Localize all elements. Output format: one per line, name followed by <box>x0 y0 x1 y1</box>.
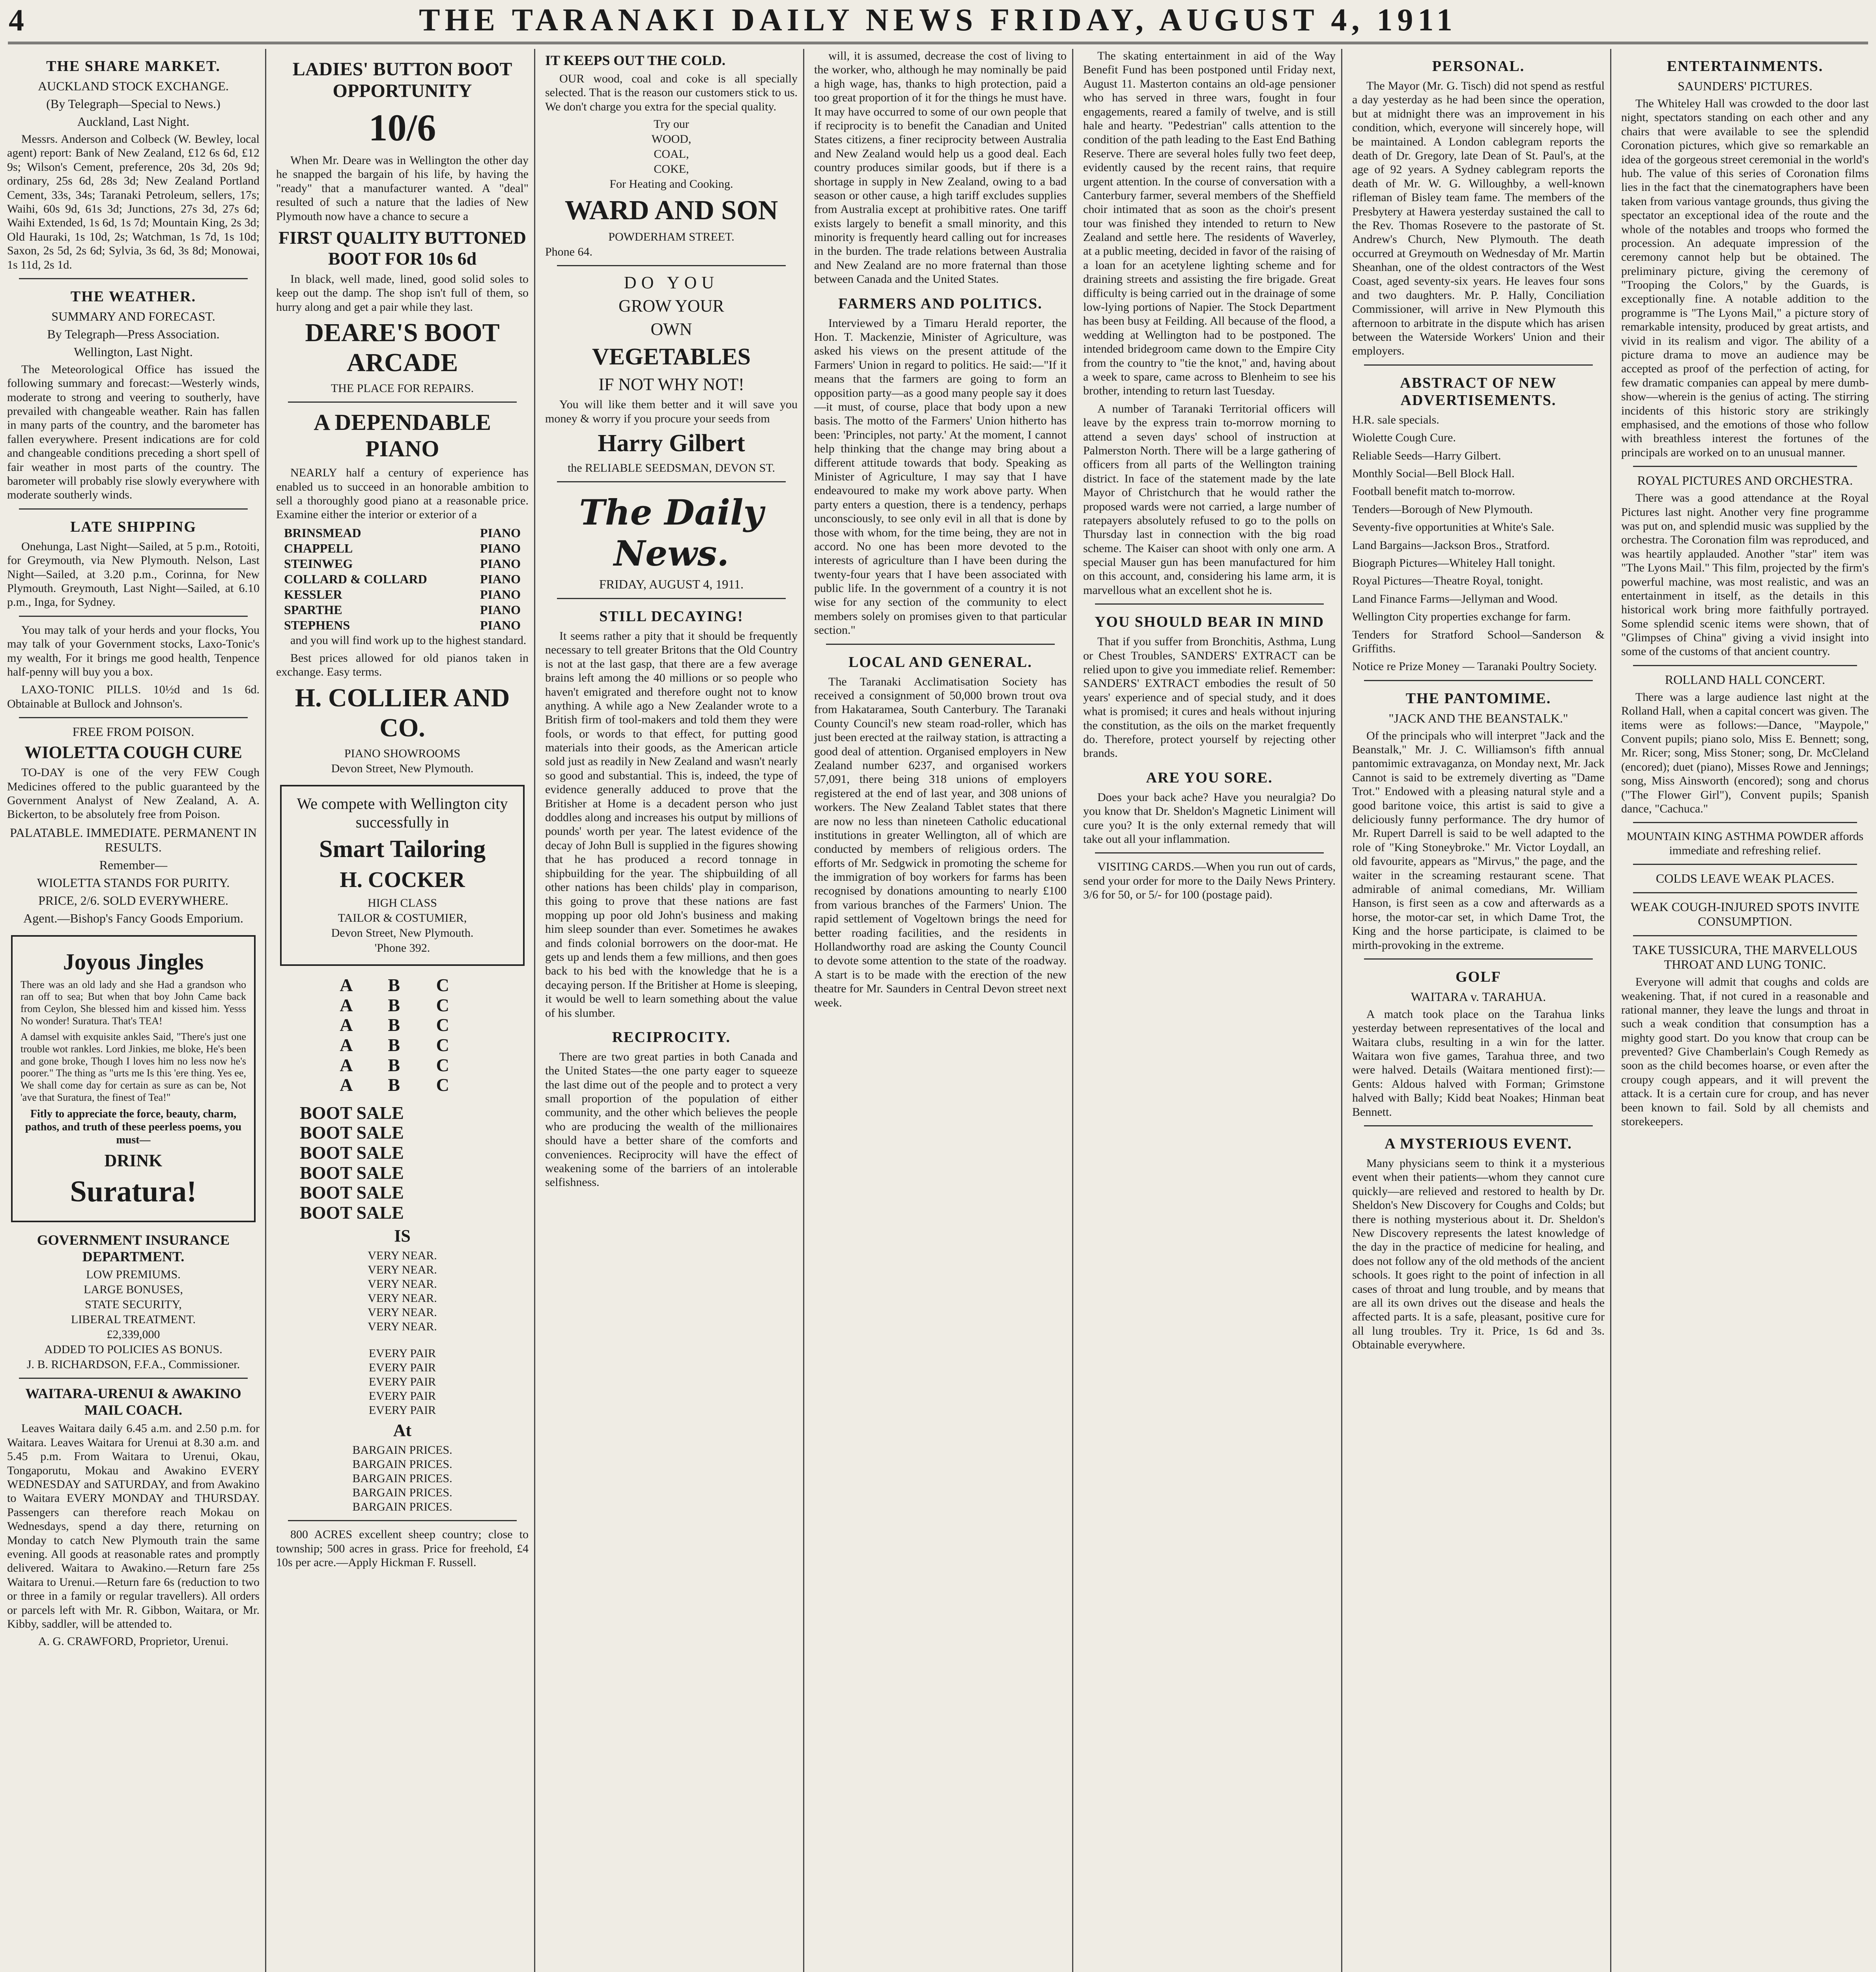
column-6 <box>1347 49 1609 1972</box>
article-text: There was a good attendance at the Royal Pictures last night. Another very fine programme was put on, and splendid music was supplied by the orchestra. The Coronation film was reproduced, and was heartily applauded. Another "star" item was "The Lyons Mail." This film, projected by the firm's powerful machine, was most realistic, and was an entertainment in itself, as the details in this historical work bring more faithfully portrayed. Some splendid scenic items were shown, that of "Glimpses of China" giving a vivid insight into some of the customs of that ancient country. <box>1621 491 1869 658</box>
divider <box>19 616 248 617</box>
list-item: STEPHENS PIANO <box>284 618 521 632</box>
divider <box>19 508 248 510</box>
advert-text: You may talk of your herds and your flocks, You may talk of your Government stocks, Laxo-Tonic's my wealth, For it brings me good health, Tenpence half-penny will buy you a box. <box>7 623 260 678</box>
advert-heading: Smart Tailoring <box>319 836 486 863</box>
list-item: CHAPPELL PIANO <box>284 541 521 555</box>
advert-text: VISITING CARDS.—When you run out of cards, send your order for more to the Daily News Printery. 3/6 for 50, or 5/- for 100 (postage paid). <box>1083 860 1336 902</box>
advert-text: and you will find work up to the highest standard. <box>290 633 527 647</box>
column-rule <box>1341 49 1342 1972</box>
column-1 <box>2 49 264 1972</box>
advert-heading: WEAK COUGH-INJURED SPOTS INVITE CONSUMPTION. <box>1630 900 1860 929</box>
divider <box>1633 466 1857 467</box>
boot-sale-block: BOOT SALE BOOT SALE BOOT SALE BOOT SALE BOOT SALE BOOT SALE <box>300 1102 404 1223</box>
editorial-heading: STILL DECAYING! <box>599 608 744 625</box>
section-heading: ENTERTAINMENTS. <box>1667 58 1824 75</box>
advert-line: STATE SECURITY, <box>85 1298 182 1311</box>
column-7 <box>1616 49 1874 1972</box>
section-heading: THE PANTOMIME. <box>1405 690 1551 707</box>
list-item: Land Finance Farms—Jellyman and Wood. <box>1352 592 1558 605</box>
advert-line: Agent.—Bishop's Fancy Goods Emporium. <box>23 911 243 925</box>
advert-heading: VEGETABLES <box>592 344 751 370</box>
advert-text: MOUNTAIN KING ASTHMA POWDER affords immediate and refreshing relief. <box>1626 830 1864 857</box>
advert-brand: WARD AND SON <box>564 195 778 226</box>
divider <box>1633 935 1857 936</box>
advert-line: DRINK <box>104 1151 163 1171</box>
article-text: It seems rather a pity that it should be frequently necessary to tell greater Britons that the Old Country is not at the last gasp, that there are a few average brains left among the 40 millions or so people who haven't emigrated and therefore ought not to know anything. A while ago a New Zealander wrote to a British firm of tool-makers and told them they were fools, or words to that effect, for putting good materials into their goods, as the American article sold just as readily in New Zealand and wasn't nearly so good and substantial. This is, indeed, the type of evidence generally adduced to prove that the Britisher at Home is a decadent person who just doddles along and increases his output by millions of pounds' worth per year. The latest evidence of the decay of John Bull is supplied in the figures showing that he has produced a record tonnage in shipbuilding for the year. The shipbuilding of all other nations has been childs' play in comparison, this going to prove that these nations are fast mopping up poor old John's business and making him sleep sounder than ever. Sometimes he awakes and finds colonial borrowers on the door-mat. He gets up and lends them a few millions, and then goes back to his bed with the knowledge that he is a decaying person. If the Britisher at Home is sleeping, it would be well to learn something about the value of his slumber. <box>545 629 798 1020</box>
advert-text: We compete with Wellington city successfully in <box>297 794 508 831</box>
list-item: KESSLER PIANO <box>284 587 521 601</box>
advert-heading: LADIES' BUTTON BOOT OPPORTUNITY <box>292 59 512 101</box>
divider <box>288 401 517 403</box>
advert-line: PRICE, 2/6. SOLD EVERYWHERE. <box>38 893 228 908</box>
divider <box>1364 1125 1593 1126</box>
dateline: Wellington, Last Night. <box>74 344 193 359</box>
article-text: A number of Taranaki Territorial officers will leave by the express train to-morrow morning to attend a seven days' school of instruction at Palmerston North. There will be a large gathering of officers from all parts of the Wellington training district. In face of the statement made by the late Mayor of Christchurch that he would rather the proposed wards were not carried, a large number of ratepayers absolutely refused to go to the polls on Thursday last in connection with the big road scheme. The Kaiser can shoot with only one arm. A special Mauser gun has been manufactured for him on this account, and, considering his lame arm, it is marvellous what an excellent shot he is. <box>1083 402 1336 597</box>
divider <box>19 1378 248 1379</box>
column-rule <box>1610 49 1611 1972</box>
advert-text: LAXO-TONIC PILLS. 10½d and 1s 6d. Obtainable at Bullock and Johnson's. <box>7 683 260 710</box>
divider <box>1633 665 1857 666</box>
advert-text: Fitly to appreciate the force, beauty, charm, pathos, and truth of these peerless poems, you must— <box>25 1108 242 1147</box>
article-text: The Meteorological Office has issued the following summary and forecast:—Westerly winds, moderate to strong and veering to southerly, have prevailed with changeable weather. Rain has fallen in many parts of the country, and the barometer has fallen everywhere. Present indications are for cold and changeable conditions preceding a short spell of fair weather in most parts of the country. The barometer will probably rise slowly everywhere with moderate southerly winds. <box>7 362 260 502</box>
advert-line: IS <box>394 1226 411 1246</box>
advert-text: In black, well made, lined, good solid soles to keep out the damp. The shop isn't full of them, so hurry along and get a pair while they last. <box>276 272 529 314</box>
divider <box>557 481 786 482</box>
article-text: The skating entertainment in aid of the Way Benefit Fund has been postponed until Friday next, August 11. Masterton contains an old-age pensioner who has served in three wars, fought in four engagements, reared a family of twelve, and is still hale and hearty. "Pedestrian" calls attention to the condition of the path leading to the East End Bathing Reserve. There are several holes fully two feet deep, evidently caused by the recent rains, that require urgent attention. In the course of conversation with a Canterbury farmer, several members of the Sheffield choir intimated that as soon as the choir's present tour was finished they intended to return to New Zealand and settle here. The residents of Waverley, at a public meeting, decided in favor of the raising of a loan for an acetylene lighting scheme and for draining streets and assisting the fire brigade. Great difficulty is being carried out in the drainage of some low-lying portions of Napier. The Stock Department has been busy at Feilding. All because of the flood, a wedding at Wellington had to be postponed. The intended bridegroom came down to the Empire City from the country to "tie the knot," and, having about a week to spare, came across to Blenheim to see his brother, intending to return last Tuesday. <box>1083 49 1336 398</box>
divider <box>1633 892 1857 893</box>
article-text: The Mayor (Mr. G. Tisch) did not spend as restful a day yesterday as he had been since the operation, but at midnight there was an improvement in his condition, which, everyone will sincerely hope, will be maintained. A London cablegram reports the death of Dr. Gregory, late Dean of St. Paul's, at the age of 92 years. A Sydney cablegram reports the death of Mr. W. G. Willoughby, a well-known rifleman of Bisley team fame. The members of the Presbytery at Hawera yesterday sustained the call to the Rev. Thomas Rosevere to the pastorate of St. Andrew's Church, New Plymouth. The death occurred at Greymouth on Wednesday of Mr. Martin Sheanhan, one of the oldest contractors of the West Coast, aged seventy-six years. He leaves four sons and two daughters. Mr. P. Hally, Conciliation Commissioner, will arrive in New Plymouth this afternoon to arbitrate in the dispute which has arisen between the Waterside Workers' Union and their employers. <box>1352 79 1605 358</box>
sub-heading: "JACK AND THE BEANSTALK." <box>1388 711 1568 725</box>
list-item: Reliable Seeds—Harry Gilbert. <box>1352 449 1501 462</box>
advert-brand: Harry Gilbert <box>598 430 745 457</box>
article-text: There was a large audience last night at the Rolland Hall, when a capital concert was given. The items were as follows:—Dance, "Maypole," Convent pupils; piano solo, Miss E. Bennett; song, Mr. Ricer; song, Miss Stoner; song, Dr. McCleland (encored); duet (piano), Misses Rowe and Jennings; song, Miss Ainsworth (encored); song and chorus ("The Flower Girl"), Convent pupils; Spanish dance, "Cachuca." <box>1621 690 1869 815</box>
newspaper-title: THE TARANAKI DAILY NEWS FRIDAY, AUGUST 4, 1911 <box>419 3 1457 37</box>
advert-text: A damsel with exquisite ankles Said, "There's just one trouble wot rankles. Lord Jinkies, me bloke, He's been and gone broke, Though I loves him no less now he's poorer." The thing as "urts me Is this 'ere thing. Yes ee, We shall come day for certain as sure as can be, Not 'ave that Suratura, the finest of Tea!" <box>21 1031 246 1103</box>
advert-heading: WIOLETTA COUGH CURE <box>24 743 242 762</box>
list-item: Notice re Prize Money — Taranaki Poultry Society. <box>1352 660 1597 673</box>
masthead-rule <box>8 42 1868 44</box>
section-heading: LOCAL AND GENERAL. <box>848 654 1032 670</box>
advert-brand: DEARE'S BOOT ARCADE <box>305 318 500 377</box>
advert-line: 'Phone 392. <box>374 941 430 955</box>
column-4 <box>809 49 1071 1972</box>
dateline: Auckland, Last Night. <box>77 114 190 129</box>
advert-line: WIOLETTA STANDS FOR PURITY. <box>37 875 230 890</box>
article-text: Of the principals who will interpret "Jack and the Beanstalk," Mr. J. C. Williamson's fifth annual pantomimic extravaganza, on Monday next, Mr. Jack Cannot is said to be extremely diverting as "Dame Trot." Endowed with a pleasing natural style and a good baritone voice, this artist is said to give a deliciously funny performance. The dry humor of Mr. Rupert Darrell is said to be well adapted to the role of "King Stoneybroke." Mr. Victor Loydall, an old favourite, appears as "Mirvus," the page, and the waiter in the screaming restaurant scene. That admirable of animal comedians, Mr. William Hanson, is first seen as a cow and afterwards as a horse, the motor-car set, in which Dame Trot, the King and the horse participate, is claimed to be mirth-provoking in the extreme. <box>1352 729 1605 952</box>
advert-price: 10/6 <box>368 106 436 149</box>
advert-line: LIBERAL TREATMENT. <box>71 1313 196 1326</box>
advert-line: J. B. RICHARDSON, F.F.A., Commissioner. <box>26 1358 240 1371</box>
advert-brand: H. COCKER <box>340 868 465 893</box>
divider <box>1364 364 1593 366</box>
advert-heading: FREE FROM POISON. <box>72 725 194 739</box>
advert-line: THE PLACE FOR REPAIRS. <box>331 382 474 395</box>
advert-list <box>1352 413 1605 674</box>
sub-heading: ROLLAND HALL CONCERT. <box>1665 672 1826 687</box>
divider <box>1633 822 1857 823</box>
divider <box>1364 958 1593 960</box>
column-rule <box>803 49 804 1972</box>
abc-block: A B C A B C A B C A B C A B C A B C <box>340 975 465 1095</box>
advert-line: Devon Street, New Plymouth. <box>331 762 474 775</box>
section-heading: GOLF <box>1456 968 1501 985</box>
list-item: Royal Pictures—Theatre Royal, tonight. <box>1352 574 1543 588</box>
article-text: The Whiteley Hall was crowded to the door last night, spectators standing on each other and any chairs that were available to see the splendid Coronation pictures, which give so remarkable an idea of the gorgeous street ceremonial in the world's hub. The value of this series of Coronation films lies in the fact that the cinematographers have been taken from various vantage grounds, thus giving the spectator an exceptional idea of the route and the whole of the notables and troops who formed the procession. An adequate impression of the ceremony cannot help but be obtained. The preliminary picture, giving the ceremony of "Trooping the Colors," by the Guards, is exceptionally fine. A notable addition to the programme is "The Lyons Mail," a picture story of remarkable intensity, produced by great artists, and vivid in its realism and vigor. The ability of a picture drama to move an audience may be accepted as proof of the perfection of acting, for few dramatic companies can appeal by mere dumb-show—wherein is the genius of acting. The stirring incidents of this historic story are strikingly emphasised, and the emotions of those who follow with breathless interest the fortunes of the principals are worked on to an unusual manner. <box>1621 97 1869 459</box>
sub-heading: SUMMARY AND FORECAST. <box>51 309 215 323</box>
column-3: IT KEEPS OUT THE COLD. OUR wood, coal and coke is all specially selected. That is the reason our customers stick to us. We don't charge you extra for the special quality. Try our WOOD, COAL, COKE, For Heating and Cooking. WARD AND SON POWDERHAM STREET. Phone 64. DO YOU GROW YOUR OWN VEGETABLES IF NOT WHY NOT! You will like them better and it will save you money & worry if you procure your seeds from Harry Gilbert the RELIABLE SEEDSMAN, DEVON ST. The Daily News. FRIDAY, AUGUST 4, 1911. STILL DECAYING! It seems rather a pity that it should be frequently necessary to tell greater Britons that the Old Country is not at the last gasp, that there are a few average brains left among the 40 millions or so people who haven't emigrated and therefore ought not to know anything. A while ago a New Zealander wrote to a British firm of tool-makers and told them they were fools, or words to that effect, for putting good materials into their goods, as the American article sold just as readily in New Zealand and wasn't nearly so good and substantial. This is, indeed, the type of evidence generally adduced to prove that the Britisher at Home is a decadent person who just doddles along and increases his output by millions of pounds' worth per year. The latest evidence of the decay of John Bull is supplied in the figures showing that he has produced a record tonnage in shipbuilding for the year. The shipbuilding of all other nations has been childs' play in comparison, this going to prove that these nations are fast mopping up poor old John's business and making him sleep sounder than ever. Sometimes he awakes and finds colonial borrowers on the door-mat. He gets up and lends them a few millions, and then goes back to his bed with the knowledge that he is a decaying person. If the Britisher at Home is sleeping, it would be well to learn something about the value of his slumber. RECIPROCITY. There are two great parties in both Canada and the United States—the one party eager to squeeze the last dime out of the people and to protect a very small proportion of the population of either community, and the other which believes the people who are producing the wealth of the millionaires should have a better share of the comforts and conveniences. Reciprocity will have the effect of weakening some of the barriers of an intolerable selfishness. <box>545 52 798 1189</box>
advert-text: Many physicians seem to think it a mysterious event when their patients—whom they cannot cure quickly—are relieved and restored to health by Dr. Sheldon's New Discovery for Coughs and Colds; but there is nothing mysterious about it. Dr. Sheldon's New Discovery represents the latest knowledge of the day in the practice of medicine for healing, and does not follow any of the old methods of the ancient schools. It goes right to the point of infection in all cases of throat and lung trouble, and by means that are all its own drives out the disease and heals the affected parts. It is a safe, pleasant, positive cure for all lung troubles. Try it. Price, 1s 6d and 3s. Obtainable everywhere. <box>1352 1157 1605 1352</box>
section-heading: FARMERS AND POLITICS. <box>838 295 1043 312</box>
advert-brand: Suratura! <box>70 1175 197 1208</box>
divider <box>1095 603 1324 605</box>
list-item: Wellington City properties exchange for farm. <box>1352 610 1571 624</box>
sub-heading: WAITARA v. TARAHUA. <box>1411 989 1546 1004</box>
advert-text: TO-DAY is one of the very FEW Cough Medicines offered to the public guaranteed by the Government Analyst of New Zealand, A. A. Bickerton, to be absolutely free from Poison. <box>7 766 260 821</box>
list-item: Biograph Pictures—Whiteley Hall tonight. <box>1352 556 1555 570</box>
dateline: (By Telegraph—Special to News.) <box>46 97 220 111</box>
advert-line: TAILOR & COSTUMIER, <box>338 911 467 925</box>
divider <box>826 644 1055 645</box>
advert-text: When Mr. Deare was in Wellington the other day he snapped the bargain of his life, by having the "ready" that a manufacturer wanted. A "deal" resulted of such a nature that the ladies of New Plymouth now have a chance to secure a <box>276 154 529 223</box>
advert-heading: YOU SHOULD BEAR IN MIND <box>1094 614 1325 631</box>
list-item: Tenders—Borough of New Plymouth. <box>1352 502 1533 516</box>
sub-heading: SAUNDERS' PICTURES. <box>1678 79 1812 93</box>
advert-heading: A DEPENDABLE PIANO <box>314 409 491 462</box>
editorial-heading: RECIPROCITY. <box>612 1029 731 1046</box>
list-item: Monthly Social—Bell Block Hall. <box>1352 467 1515 480</box>
advert-heading: COLDS LEAVE WEAK PLACES. <box>1656 871 1835 886</box>
advert-text: Best prices allowed for old pianos taken in exchange. Easy terms. <box>276 652 529 679</box>
masthead <box>0 0 1876 43</box>
advert-heading: ARE YOU SORE. <box>1146 769 1273 786</box>
article-text: will, it is assumed, decrease the cost of living to the worker, who, although he may nominally be paid a high wage, has, thanks to high protection, paid a too great proportion of it for the things he must have. It may have occurred to some of our own people that if reciprocity is to benefit the Canadian and United States citizens, a finer reciprocity between Australia and New Zealand would help us a good deal. Each country produces similar goods, but if there is a shortage in supply in New Zealand, owing to a bad season or other cause, a high tariff excludes supplies from Australia except at prohibitive rates. One tariff exists largely to benefit a small minority, and this minority is frequently heard calling out for increases in the burden. The trade relations between Australia and New Zealand are no more fraternal than those between Canada and the United States. <box>814 49 1067 286</box>
list-item: BRINSMEAD PIANO <box>284 525 521 540</box>
page-number: 4 <box>9 3 24 37</box>
section-heading: PERSONAL. <box>1432 58 1525 75</box>
list-item: Tenders for Stratford School—Sanderson & Griffiths. <box>1352 628 1605 655</box>
column-5 <box>1078 49 1340 1972</box>
advert-heading: TAKE TUSSICURA, THE MARVELLOUS THROAT AND LUNG TONIC. <box>1633 943 1857 972</box>
section-heading: THE WEATHER. <box>70 288 196 305</box>
advert-heading: Joyous Jingles <box>63 949 204 975</box>
list-item: Wiolette Cough Cure. <box>1352 431 1456 444</box>
advert-line: Devon Street, New Plymouth. <box>331 926 474 940</box>
article-text: Messrs. Anderson and Colbeck (W. Bewley, local agent) report: Bank of New Zealand, £12 6s 6d, £12 9s; Wilson's Cement, preference, 20s 3d, 20s 9d; ordinary, 25s 6d, 28s 3d; New Zealand Portland Cement, 33s, 34s; Taranaki Petroleum, sellers, 17s; Waihi, 60s 9d, 61s 3d; Junctions, 27s 3d, 27s 6d; Waihi Extended, 1s 6d, 1s 7d; Mountain King, 2s 3d; Old Hauraki, 1s 10d, 2s; Watchman, 1s 7d, 1s 10d; Saxon, 2s 5d, 2s 6d; Sylvia, 3s 6d, 3s 8d; Monowai, 1s 11d, 2s 1d. <box>7 133 260 271</box>
advert-brand: H. COLLIER AND CO. <box>295 683 510 742</box>
advert-line: LOW PREMIUMS. <box>86 1268 181 1281</box>
dateline: By Telegraph—Press Association. <box>47 327 220 341</box>
list-item: Land Bargains—Jackson Bros., Stratford. <box>1352 538 1550 552</box>
article-text: A match took place on the Tarahua links yesterday between representatives of the local and Waitara clubs, resulting in a win for the latter. Waitara won five games, Tarahua three, and two were halved. Details (Waitara mentioned first):—Gents: Aldous halved with Forman; Grimstone halved with Bally; Kidd beat Noakes; Hinman beat Bennett. <box>1352 1007 1605 1119</box>
sub-heading: ROYAL PICTURES AND ORCHESTRA. <box>1637 473 1853 488</box>
article-text: The Taranaki Acclimatisation Society has received a consignment of 50,000 brown trout ova from Hakataramea, South Canterbury. The Taranaki County Council's new steam road-roller, which has just been erected at the railway station, is attracting a good deal of attention. Organised employers in New Zealand number 6237, and organised workers 57,091, there being 318 unions of employers registered at the end of last year, and 308 unions of workers. The New Zealand Tablet states that there are now no less than nineteen Catholic educational institutions in greater Wellington, all of which are conducted by members of religious orders. The efforts of Mr. Sedgwick in promoting the scheme for the immigration of boy workers for farms has been recognised by donations amounting to nearly £100 from various branches of the Farmers' Union. The rapid settlement of Vogeltown brings the need for better roading facilities, and the residents in Hollandworthy road are asking the County Council to devote some attention to the state of the roadway. A start is to be made with the erection of the new theatre for Mr. Saunders in Central Devon street next week. <box>814 675 1067 1009</box>
divider <box>557 598 786 599</box>
divider <box>19 278 248 279</box>
advert-line: PALATABLE. IMMEDIATE. PERMANENT IN RESULTS. <box>10 825 257 854</box>
suratura-advert <box>11 935 256 1223</box>
column-rule <box>265 49 266 1972</box>
advert-line: PIANO SHOWROOMS <box>344 747 461 760</box>
divider <box>288 1520 517 1521</box>
column-rule <box>1072 49 1073 1972</box>
advert-text: That if you suffer from Bronchitis, Asthma, Lung or Chest Troubles, SANDERS' EXTRACT can be relied upon to give you immediate relief. Remember: SANDERS' EXTRACT embodies the result of 50 years' experience and of special study, and it does what is promised; it cures and heals without injuring the constitution, as the oils on the market frequently do. Therefore, protect yourself by rejecting other brands. <box>1083 635 1336 760</box>
section-heading: ABSTRACT OF NEW ADVERTISEMENTS. <box>1400 374 1557 409</box>
advert-text: Everyone will admit that coughs and colds are weakening. That, if not cured in a reasonable and rational manner, they leave the lungs and throat in such a weak condition that consumption has a mighty good start. Do you know that croup can be prevented? Give Chamberlain's Cough Remedy as soon as the child becomes hoarse, or even after the croupy cough appears, and it will prevent the attack. It is a certain cure for croup, and has never been known to fail. Sold by all chemists and storekeepers. <box>1621 975 1869 1128</box>
list-item: Seventy-five opportunities at White's Sale. <box>1352 521 1555 534</box>
advert-text: You will like them better and it will save you money & worry if you procure your seeds from <box>545 398 798 425</box>
newspaper-nameplate: The Daily News. <box>579 491 764 574</box>
advert-text: OUR wood, coal and coke is all specially selected. That is the reason our customers stick to us. We don't charge you extra for the special quality. <box>545 72 798 113</box>
cocker-advert <box>280 785 525 966</box>
advert-heading: FIRST QUALITY BUTTONED BOOT FOR 10s 6d <box>278 227 526 269</box>
divider <box>1095 852 1324 853</box>
article-text: Onehunga, Last Night—Sailed, at 5 p.m., Rotoiti, for Greymouth, via New Plymouth. Nelson, Last Night—Sailed, at 3.20 p.m., Corinna, for New Plymouth. Greymouth, Last Night—Sailed, at 6.10 p.m., Inga, for Sydney. <box>7 540 260 609</box>
advert-line: LARGE BONUSES, <box>84 1283 183 1296</box>
list-item: H.R. sale specials. <box>1352 413 1439 426</box>
piano-list <box>276 526 529 633</box>
column-rule <box>534 49 535 1972</box>
divider <box>19 717 248 718</box>
advert-line: ADDED TO POLICIES AS BONUS. <box>44 1343 222 1356</box>
divider <box>1364 680 1593 681</box>
advert-text: There was an old lady and she Had a grandson who ran off to sea; But when that boy John Came back from Ceylon, She blessed him and kissed him. Yesss No wonder! Suratura. That's TEA! <box>21 979 246 1027</box>
list-item: COLLARD & COLLARD PIANO <box>284 571 521 586</box>
advert-heading: GOVERNMENT INSURANCE DEPARTMENT. <box>37 1232 230 1265</box>
list-item: STEINWEG PIANO <box>284 556 521 571</box>
advert-text: NEARLY half a century of experience has enabled us to succeed in an honorable ambition to sell a thoroughly good piano at a reasonable price. Examine either the interior or exterior of a <box>276 466 529 521</box>
article-text: Interviewed by a Timaru Herald reporter, the Hon. T. Mackenzie, Minister of Agriculture, was asked his views on the present attitude of the Farmers' Union in regard to politics. He said:—"If it means that the farmers are going to form an opposition party—as a good many people say it does—it must, of course, place that body upon a new basis. The motto of the Farmers' Union hitherto has been: 'Principles, not party.' At the moment, I cannot help thinking that the change may bring about a different attitude towards that body. Speaking as Minister of Agriculture, I may say that I have endeavoured to make my work above party. When party enters a question, there is a tendency, perhaps unconsciously, to see only evil in all that is done by those with whom, for the time being, they are not in accord. No one has been more devoted to the interests of agriculture than I have been during the twenty-four years that I have been associated with public life. In the government of a country it is not wise for any section of the community to elect members solely on promises given to that particular section." <box>814 316 1067 637</box>
dateline: FRIDAY, AUGUST 4, 1911. <box>599 577 744 591</box>
sub-heading: AUCKLAND STOCK EXCHANGE. <box>38 79 229 93</box>
advert-line: HIGH CLASS <box>368 896 437 910</box>
article-text: There are two great parties in both Canada and the United States—the one party eager to squeeze the last dime out of the people and to protect a very small proportion of the population of either community, and the other which believes the people who are producing the wealth of the millionaires should have a better share of the comforts and conveniences. Reciprocity will have the effect of weakening some of the barriers of an intolerable selfishness. <box>545 1050 798 1189</box>
advert-heading: A MYSTERIOUS EVENT. <box>1385 1135 1572 1152</box>
advert-line: Remember— <box>99 857 168 872</box>
advert-text: 800 ACRES excellent sheep country; close to township; 500 acres in grass. Price for freehold, £4 10s per acre.—Apply Hickman F. Russell. <box>276 1528 529 1569</box>
advert-text: Does your back ache? Have you neuralgia? Do you know that Dr. Sheldon's Magnetic Liniment will cure you? It is the only external remedy that will take out all your inflammation. <box>1083 790 1336 846</box>
advert-line: £2,339,000 <box>107 1328 160 1341</box>
column-2: LADIES' BUTTON BOOT OPPORTUNITY 10/6 When Mr. Deare was in Wellington the other day he snapped the bargain of his life, by having the "ready" that a manufacturer wanted. A "deal" resulted of such a nature that the ladies of New Plymouth now have a chance to secure a FIRST QUALITY BUTTONED BOOT FOR 10s 6d In black, well made, lined, good solid soles to keep out the damp. The shop isn't full of them, so hurry along and get a pair while they last. DEARE'S BOOT ARCADE THE PLACE FOR REPAIRS. A DEPENDABLE PIANO NEARLY half a century of experience has enabled us to succeed in an honorable ambition to sell a thoroughly good piano at a reasonable price. Examine either the interior or exterior of a BRINSMEAD PIANO CHAPPELL PIANO STEINWEG PIANO COLLARD & COLLARD PIANO KESSLER PIANO SPARTHE PIANO STEPHENS PIANO and you will find work up to the highest standard. Best prices allowed for old pianos taken in exchange. Easy terms. H. COLLIER AND CO. PIANO SHOWROOMS Devon Street, New Plymouth. We compete with Wellington city successfully in Smart Tailoring H. COCKER HIGH CLASS TAILOR & COSTUMIER, Devon Street, New Plymouth. 'Phone 392. A B C A B C A B C A B C A B C A B C BOOT SALE BOOT SALE BOOT SALE BOOT SALE BOOT SALE BOOT SALE IS VERY NEAR. VERY NEAR. VERY NEAR. VERY NEAR. VERY NEAR. VERY NEAR. EVERY PAIR EVERY PAIR EVERY PAIR EVERY PAIR EVERY PAIR At BARGAIN PRICES. BARGAIN PRICES. BARGAIN PRICES. BARGAIN PRICES. BARGAIN PRICES. 800 ACRES excellent sheep country; close to township; 500 acres in grass. Price for freehold, £4 10s per acre.—Apply Hickman F. Russell. <box>276 59 529 1569</box>
list-item: Football benefit match to-morrow. <box>1352 485 1515 498</box>
section-heading: THE SHARE MARKET. <box>46 58 220 75</box>
advert-line: A. G. CRAWFORD, Proprietor, Urenui. <box>38 1635 229 1648</box>
divider <box>1633 864 1857 865</box>
divider <box>557 265 786 266</box>
advert-line: At <box>393 1421 412 1440</box>
advert-heading: IT KEEPS OUT THE COLD. <box>545 52 726 68</box>
section-heading: LATE SHIPPING <box>70 518 196 535</box>
list-item: SPARTHE PIANO <box>284 602 521 617</box>
advert-heading: WAITARA-URENUI & AWAKINO MAIL COACH. <box>25 1386 241 1418</box>
advert-text: Leaves Waitara daily 6.45 a.m. and 2.50 p.m. for Waitara. Leaves Waitara for Urenui at 8.30 a.m. and 5.45 p.m. From Waitara to Urenui, Okau, Tongaporutu, Mokau and Awakino EVERY WEDNESDAY and SATURDAY, and from Awakino to Waitara EVERY MONDAY and THURSDAY. Passengers can therefore reach Mokau on Wednesdays, spend a day there, returning on Monday to catch New Plymouth train the same evening. All goods at reasonable rates and promptly delivered. Waitara to Awakino.—Return fare 25s Waitara to Urenui.—Return fare 6s (reduction to two or three in a family or regular travellers). All orders or parcels left with Mr. R. Gibbon, Waitara, or Mr. Kibby, saddler, will be attended to. <box>7 1422 260 1630</box>
